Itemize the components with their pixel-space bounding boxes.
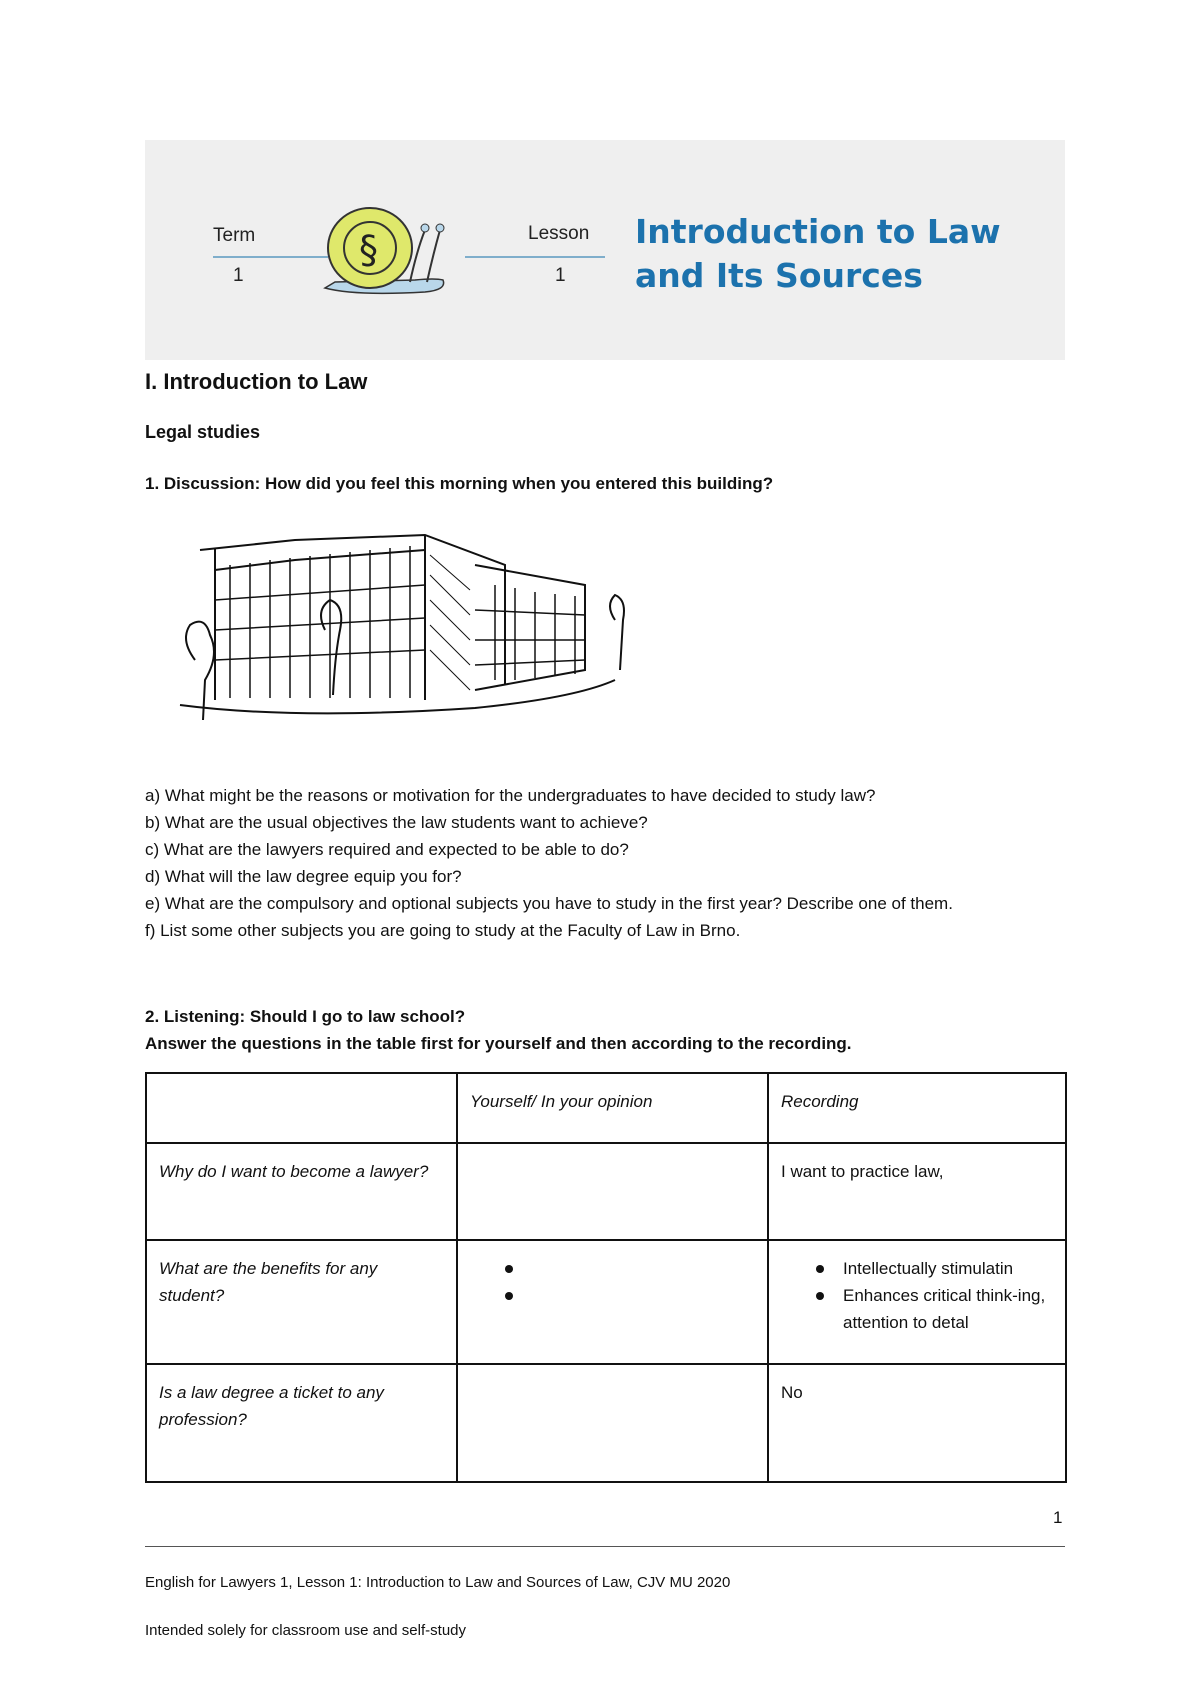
- answer-cell-yourself[interactable]: [457, 1364, 768, 1482]
- answer-cell-recording: No: [768, 1364, 1066, 1482]
- footer-credit: English for Lawyers 1, Lesson 1: Introduction to Law and Sources of Law, CJV MU 2020: [145, 1574, 731, 1591]
- section-title: I. Introduction to Law: [145, 369, 368, 394]
- lesson-number: 1: [555, 265, 566, 286]
- term-rule: [213, 256, 328, 258]
- footer-usage-note: Intended solely for classroom use and self-study: [145, 1622, 466, 1639]
- empty-bullet[interactable]: [505, 1282, 755, 1309]
- subsection-title: Legal studies: [145, 422, 261, 442]
- listening-table: [145, 1072, 1067, 1483]
- empty-bullet[interactable]: [505, 1255, 755, 1282]
- table-question-cell: What are the benefits for any student?: [146, 1240, 457, 1364]
- lesson-title-line1: Introduction to Law: [635, 212, 1001, 251]
- table-header-row: [146, 1073, 1066, 1143]
- answer-cell-recording: I want to practice law,: [768, 1143, 1066, 1240]
- bullet-list: [470, 1255, 755, 1309]
- question-c: c) What are the lawyers required and expected to be able to do?: [145, 840, 629, 859]
- lesson-title: [635, 210, 1001, 298]
- svg-text:§: §: [359, 228, 378, 272]
- term-label: Term: [213, 225, 256, 246]
- list-item: Intellectually stimulatin: [816, 1255, 1053, 1282]
- table-question-cell: Is a law degree a ticket to any profession?: [146, 1364, 457, 1482]
- exercise2-heading: 2. Listening: Should I go to law school?: [145, 1007, 466, 1026]
- lesson-label: Lesson: [528, 223, 590, 244]
- snail-paragraph-logo: [315, 200, 455, 300]
- question-a: a) What might be the reasons or motivation for the undergraduates to have decided to study law?: [145, 786, 876, 805]
- table-question-cell: Why do I want to become a lawyer?: [146, 1143, 457, 1240]
- bullet-list: [781, 1255, 1053, 1336]
- table-row: [146, 1364, 1066, 1482]
- term-number: 1: [233, 265, 244, 286]
- table-header-cell: [146, 1073, 457, 1143]
- list-item: Enhances critical think-ing, attention to detal: [816, 1282, 1053, 1336]
- footer-divider: [145, 1546, 1065, 1547]
- answer-cell-yourself[interactable]: [457, 1240, 768, 1364]
- lesson-title-line2: and Its Sources: [635, 256, 923, 295]
- answer-cell-yourself[interactable]: [457, 1143, 768, 1240]
- exercise2-block: [145, 1003, 852, 1057]
- table-header-cell: Recording: [768, 1073, 1066, 1143]
- answer-cell-recording: [768, 1240, 1066, 1364]
- table-header-cell: Yourself/ In your opinion: [457, 1073, 768, 1143]
- exercise2-instruction: Answer the questions in the table first for yourself and then according to the recording.: [145, 1034, 852, 1053]
- exercise1-questions: [145, 782, 1065, 944]
- question-f: f) List some other subjects you are going to study at the Faculty of Law in Brno.: [145, 921, 741, 940]
- table-row: [146, 1143, 1066, 1240]
- question-e: e) What are the compulsory and optional subjects you have to study in the first year? Describe one of them.: [145, 894, 953, 913]
- lesson-banner: [145, 140, 1065, 360]
- faculty-building-sketch: [175, 530, 665, 755]
- lesson-rule: [465, 256, 605, 258]
- exercise1-heading: 1. Discussion: How did you feel this morning when you entered this building?: [145, 474, 774, 493]
- table-row: [146, 1240, 1066, 1364]
- question-d: d) What will the law degree equip you for?: [145, 867, 462, 886]
- page-number: 1: [1053, 1508, 1063, 1527]
- question-b: b) What are the usual objectives the law students want to achieve?: [145, 813, 648, 832]
